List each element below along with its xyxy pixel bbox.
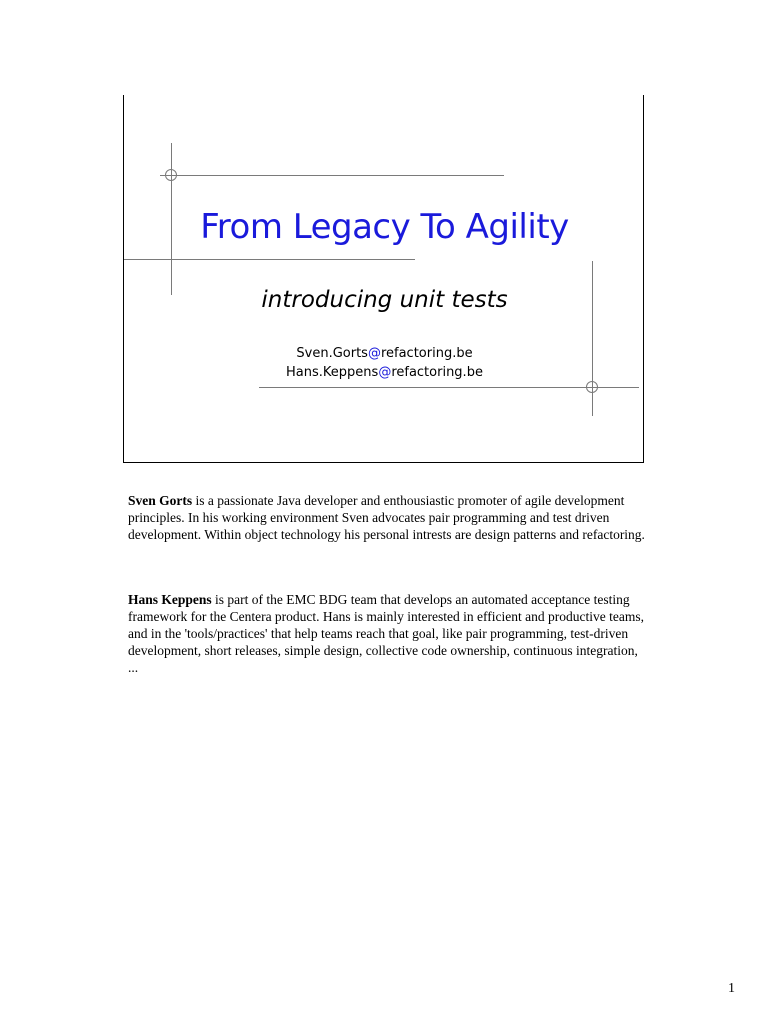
decor-circle-bottom-right (586, 381, 598, 393)
bio-hans-keppens (128, 591, 648, 676)
email-user: Hans.Keppens (286, 365, 379, 380)
email-list (124, 344, 645, 382)
email-at: @ (367, 346, 381, 361)
email-hans (124, 363, 645, 382)
bio-text: is a passionate Java developer and enthousiastic promoter of agile development principles. In his working environment Sven advocates pair programming and test driven development. Within object technology his personal intrests are design patterns and refactoring. (128, 493, 645, 542)
slide-subtitle: introducing unit tests (261, 287, 508, 313)
email-at: @ (378, 365, 392, 380)
decor-line-bottom-horizontal (259, 387, 639, 388)
decor-circle-top-left (165, 169, 177, 181)
bio-text: is part of the EMC BDG team that develops an automated acceptance testing framework for the Centera product. Hans is mainly interested in efficient and productive teams, and in the 'tools/practices' that help teams reach that goal, like pair programming, test-driven development, short releases, simple design, collective code ownership, continuous integration, ... (128, 592, 644, 675)
email-domain: refactoring.be (391, 365, 483, 380)
slide-title: From Legacy To Agility (200, 207, 569, 247)
bio-sven-gorts (128, 492, 648, 543)
email-sven (124, 344, 645, 363)
bio-name: Hans Keppens (128, 592, 212, 607)
slide-frame (123, 95, 644, 463)
email-domain: refactoring.be (380, 346, 473, 361)
decor-line-mid-horizontal (124, 259, 415, 260)
decor-line-top-horizontal (160, 175, 504, 176)
page-number: 1 (728, 981, 735, 996)
email-user: Sven.Gorts (296, 346, 368, 361)
bio-name: Sven Gorts (128, 493, 193, 508)
